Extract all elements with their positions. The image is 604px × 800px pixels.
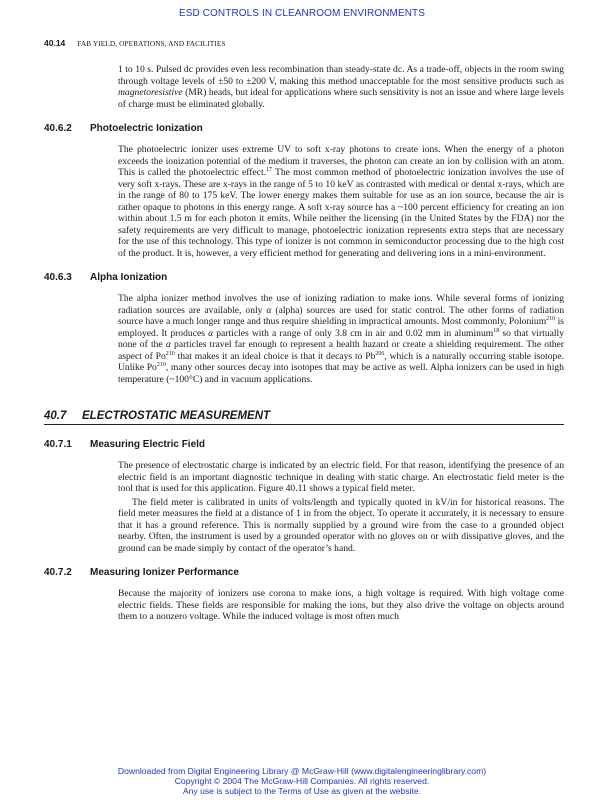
section-title: Alpha Ionization xyxy=(90,272,168,283)
ionizer-performance-paragraph: Because the majority of ionizers use corona to make ions, a high voltage is required. With high voltage come electric fields. These fields are responsible for making the ions, but they also drive the voltage on objects around them to a nonzero voltage. While the induced voltage is most often much xyxy=(118,588,564,622)
copyright-notice: Copyright © 2004 The McGraw-Hill Companies. All rights reserved. xyxy=(174,776,430,786)
section-title: ELECTROSTATIC MEASUREMENT xyxy=(82,410,271,422)
section-title: Measuring Ionizer Performance xyxy=(90,567,239,578)
section-heading-40-6-3 xyxy=(44,272,564,283)
section-number: 40.7 xyxy=(44,410,67,422)
section-title: Measuring Electric Field xyxy=(90,439,206,450)
page-banner: ESD CONTROLS IN CLEANROOM ENVIRONMENTS xyxy=(178,8,426,19)
section-heading-40-7-1 xyxy=(44,439,564,450)
page-number: 40.14 xyxy=(44,38,66,48)
running-title: FAB YIELD, OPERATIONS, AND FACILITIES xyxy=(77,39,226,48)
section-number: 40.7.2 xyxy=(44,567,72,578)
running-header xyxy=(44,38,226,48)
electric-field-paragraph-2: The field meter is calibrated in units of volts/length and typically quoted in kV/in for historical reasons. The field meter measures the field at a distance of 1 in from the object. To operate it accurately, it is necessary to ensure that it has a ground reference. This is normally supplied by a ground wire from the case to a grounded object nearby. Often, the instrument is used by a grounded operator with no gloves on or with dissipative gloves, and the ground can be made simply by contact of the operator’s hand. xyxy=(118,496,564,554)
download-notice-link[interactable]: Downloaded from Digital Engineering Library @ McGraw-Hill (www.digitalengineeringlibrary.com) xyxy=(117,766,487,776)
section-number: 40.6.2 xyxy=(44,123,72,134)
intro-paragraph: 1 to 10 s. Pulsed dc provides even less recombination than steady-state dc. As a trade-off, objects in the room swing through voltage levels of ±50 to ±200 V, making this method unacceptable for the most sensitive products such as magnetoresistive (MR) heads, but ideal for applications where such sensitivity is not an issue and where large levels of charge must be eliminated globally. xyxy=(118,64,564,110)
section-title: Photoelectric Ionization xyxy=(90,123,203,134)
page-footer xyxy=(0,766,604,796)
section-heading-40-6-2 xyxy=(44,123,564,134)
alpha-paragraph: The alpha ionizer method involves the use of ionizing radiation to make ions. While several forms of ionizing radiation sources are available, only α (alpha) sources are used for static control. The other forms of radiation source have a much longer range and thus require shielding in impractical amounts. Most commonly, Polonium$^{210}$ is employed. It produces α particles with a range of only 3.8 cm in air and 0.02 mm in aluminum$^{18}$ so that virtually none of the α particles travel far enough to represent a health hazard or create a shielding requirement. The other aspect of Po$^{210}$ that makes it an ideal choice is that it decays to Pb$^{206}$, which is a naturally occurring stable isotope. Unlike Po$^{210}$, many other sources decay into isotopes that may be active as well. Alpha ionizers can be used in high temperature (~100°C) and in vacuum applications. xyxy=(118,293,564,385)
section-heading-40-7-2 xyxy=(44,567,564,578)
chapter-section-heading-40-7 xyxy=(44,410,564,425)
section-number: 40.7.1 xyxy=(44,439,72,450)
electric-field-paragraph-1: The presence of electrostatic charge is indicated by an electric field. For that reason, identifying the presence of an electric field is an important diagnostic technique in dealing with static charge. An electrostatic field meter is the tool that is used for this application. Figure 40.11 shows a typical field meter. xyxy=(118,460,564,494)
section-number: 40.6.3 xyxy=(44,272,72,283)
terms-of-use-link[interactable]: Any use is subject to the Terms of Use as given at the website. xyxy=(182,786,422,796)
page-body xyxy=(44,64,564,623)
photoelectric-paragraph: The photoelectric ionizer uses extreme UV to soft x-ray photons to create ions. When the energy of a photon exceeds the ionization potential of the medium it traverses, the photon can create an ion by collision with an atom. This is called the photoelectric effect.$^{17}$ The most common method of photoelectric ionization involves the use of very soft x-rays. These are x-rays in the range of 5 to 10 keV as contrasted with medical or dental x-rays, which are in the range of 80 to 175 keV. The lower energy makes them suitable for use as an ion source, because the air is rather opaque to photons in this energy range. A soft x-ray source has a ~100 percent efficiency for creating an ion within about 1.5 m for each photon it emits. While neither the licensing (in the United States by the FDA) nor the safety requirements are very difficult to manage, photoelectric ionization represents extra steps that are necessary for the use of this technology. This type of ionizer is not common in semiconductor processing due to the high cost of the product. It is, however, a very efficient method for generating and delivering ions in a mini-environment. xyxy=(118,144,565,259)
